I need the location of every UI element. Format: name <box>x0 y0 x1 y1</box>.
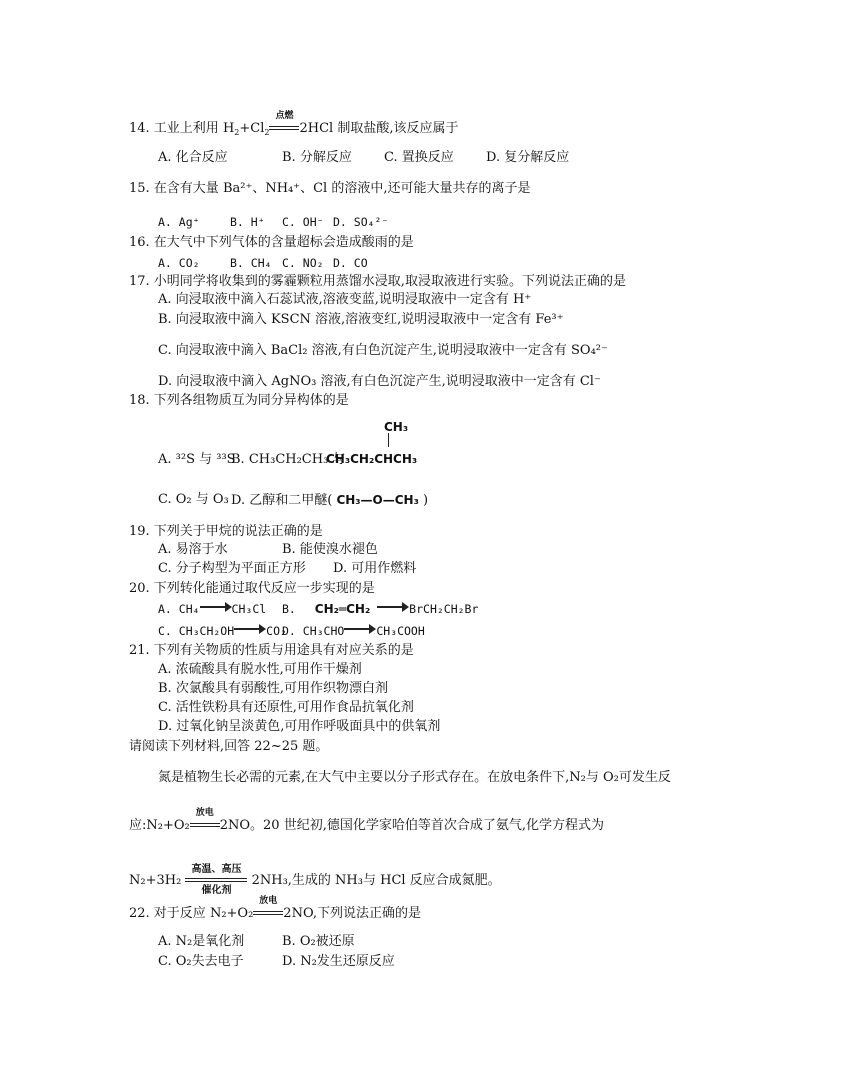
q16-option-a: A. CO₂ <box>158 256 200 270</box>
q18-option-b: B. CH₃CH₂CH₃ 与 <box>231 452 346 467</box>
condition-top-label: 高温、高压 <box>191 864 242 875</box>
isobutane-bond-line <box>388 433 389 447</box>
q20-option-c <box>158 623 287 639</box>
q22-option-a: A. N₂是氧化剂 <box>158 934 245 949</box>
q20-c-product: CO₂ <box>266 624 287 638</box>
q20-b-product: BrCH₂CH₂Br <box>409 602 479 616</box>
question-15-stem: 15. 在含有大量 Ba²⁺、NH₄⁺、Cl 的溶液中,还可能大量共存的离子是 <box>129 181 531 196</box>
haber-reactants: N₂+3H₂ <box>129 873 182 888</box>
q19-option-a: A. 易溶于水 <box>158 542 228 557</box>
q18-option-d <box>231 492 428 509</box>
q22-stem-pre: 22. 对于反应 N₂+O₂ <box>129 906 254 921</box>
q16-option-b: B. CH₄ <box>230 256 272 270</box>
burn-condition-arrow <box>269 111 299 134</box>
q21-option-b: B. 次氯酸具有弱酸性,可用作织物漂白剂 <box>158 681 388 696</box>
q14-option-c: C. 置换反应 <box>384 150 454 165</box>
q22-option-d: D. N₂发生还原反应 <box>282 954 395 969</box>
reading-intro: 请阅读下列材料,回答 22~25 题。 <box>129 739 329 754</box>
q21-option-a: A. 浓硫酸具有脱水性,可用作干燥剂 <box>158 662 362 677</box>
question-14-stem: 14. 工业上利用 $H_2+Cl_2$ 点燃 2HCl 制取盐酸,该反应属于 <box>129 120 458 141</box>
reversible-arrow <box>185 864 247 896</box>
q20-c-reactant: C. CH₃CH₂OH <box>158 624 235 638</box>
condition-label: 放电 <box>259 896 278 906</box>
q14-option-d: D. 复分解反应 <box>486 150 570 165</box>
q20-option-b <box>282 601 478 617</box>
q20-option-d <box>282 623 425 639</box>
q16-option-d: D. CO <box>333 256 368 270</box>
q14-stem-pre: 14. 工业上利用 H <box>129 121 235 136</box>
reaction-arrow <box>200 602 232 612</box>
q18-option-c: C. O₂ 与 O₃ <box>158 492 229 507</box>
condition-bottom-label: 催化剂 <box>201 885 232 896</box>
q14-stem-post: 制取盐酸,该反应属于 <box>337 121 459 136</box>
q17-option-a: A. 向浸取液中滴入石蕊试液,溶液变蓝,说明浸取液中一定含有 H⁺ <box>158 292 532 307</box>
q15-option-b: B. H⁺ <box>230 215 265 229</box>
question-17-stem: 17. 小明同学将收集到的雾霾颗粒用蒸馏水浸取,取浸取液进行实验。下列说法正确的是 <box>129 274 626 289</box>
condition-label: 点燃 <box>275 111 294 121</box>
reading-line-3-text: 2NH₃,生成的 NH₃与 HCl 反应合成氮肥。 <box>251 873 501 888</box>
condition-label: 放电 <box>195 808 214 818</box>
q20-option-a <box>158 601 266 617</box>
q18-option-d-text: D. 乙醇和二甲醚( <box>231 493 333 508</box>
reaction-arrow <box>234 624 266 634</box>
q20-d-product: CH₃COOH <box>376 624 425 638</box>
reaction-arrow <box>377 602 409 612</box>
q20-a-reactant: A. CH₄ <box>158 602 200 616</box>
q22-option-c: C. O₂失去电子 <box>158 954 244 969</box>
question-20-stem: 20. 下列转化能通过取代反应一步实现的是 <box>129 581 375 596</box>
reaction-arrow <box>344 624 376 634</box>
q14-option-a: A. 化合反应 <box>158 150 228 165</box>
nitrogen-oxygen-reactants: 应:N₂+O₂ <box>129 818 190 833</box>
q22-option-b: B. O₂被还原 <box>282 934 355 949</box>
q17-option-b: B. 向浸取液中滴入 KSCN 溶液,溶液变红,说明浸取液中一定含有 Fe³⁺ <box>158 312 564 327</box>
q19-option-d: D. 可用作燃料 <box>333 561 417 576</box>
q18-close-paren: ) <box>423 493 429 508</box>
q16-option-c: C. NO₂ <box>282 256 324 270</box>
question-18-stem: 18. 下列各组物质互为同分异构体的是 <box>129 393 349 408</box>
q19-option-c: C. 分子构型为平面正方形 <box>158 561 306 576</box>
isobutane-main-chain: CH₃CH₂CHCH₃ <box>326 452 418 466</box>
q20-b-label: B. <box>282 602 296 616</box>
q18-option-a: A. ³²S 与 ³³S <box>158 452 236 467</box>
question-21-stem: 21. 下列有关物质的性质与用途具有对应关系的是 <box>129 643 414 658</box>
discharge-condition-arrow <box>190 808 220 831</box>
reading-paragraph-line-1: 氮是植物生长必需的元素,在大气中主要以分子形式存在。在放电条件下,N₂与 O₂可发生反 <box>158 770 671 785</box>
isobutane-methyl-label: CH₃ <box>384 420 409 434</box>
reading-line-2-text: 2NO。20 世纪初,德国化学家哈伯等首次合成了氨气,化学方程式为 <box>219 818 604 833</box>
q17-option-d: D. 向浸取液中滴入 AgNO₃ 溶液,有白色沉淀产生,说明浸取液中一定含有 Cl⁻ <box>158 374 601 389</box>
dimethyl-ether-formula: CH₃—O—CH₃ <box>336 493 419 507</box>
q21-option-d: D. 过氧化钠呈淡黄色,可用作呼吸面具中的供氧剂 <box>158 719 441 734</box>
q19-option-b: B. 能使溴水褪色 <box>282 542 378 557</box>
q20-d-reactant: D. CH₃CHO <box>282 624 345 638</box>
reading-paragraph-line-3 <box>129 864 501 896</box>
question-16-stem: 16. 在大气中下列气体的含量超标会造成酸雨的是 <box>129 235 414 250</box>
reading-paragraph-line-2 <box>129 808 604 834</box>
q21-option-c: C. 活性铁粉具有还原性,可用作食品抗氧化剂 <box>158 700 414 715</box>
q15-option-a: A. Ag⁺ <box>158 215 200 229</box>
question-19-stem: 19. 下列关于甲烷的说法正确的是 <box>129 524 323 539</box>
q15-option-c: C. OH⁻ <box>282 215 324 229</box>
discharge-condition-arrow <box>253 896 283 919</box>
question-22-stem <box>129 896 421 922</box>
q15-option-d: D. SO₄²⁻ <box>333 215 389 229</box>
q20-b-reactant: CH₂═CH₂ <box>314 602 371 616</box>
q14-option-b: B. 分解反应 <box>282 150 352 165</box>
q20-a-product: CH₃Cl <box>231 602 267 616</box>
q22-stem-post: 2NO,下列说法正确的是 <box>283 906 421 921</box>
q17-option-c: C. 向浸取液中滴入 BaCl₂ 溶液,有白色沉淀产生,说明浸取液中一定含有 SO₄²⁻ <box>158 343 608 358</box>
